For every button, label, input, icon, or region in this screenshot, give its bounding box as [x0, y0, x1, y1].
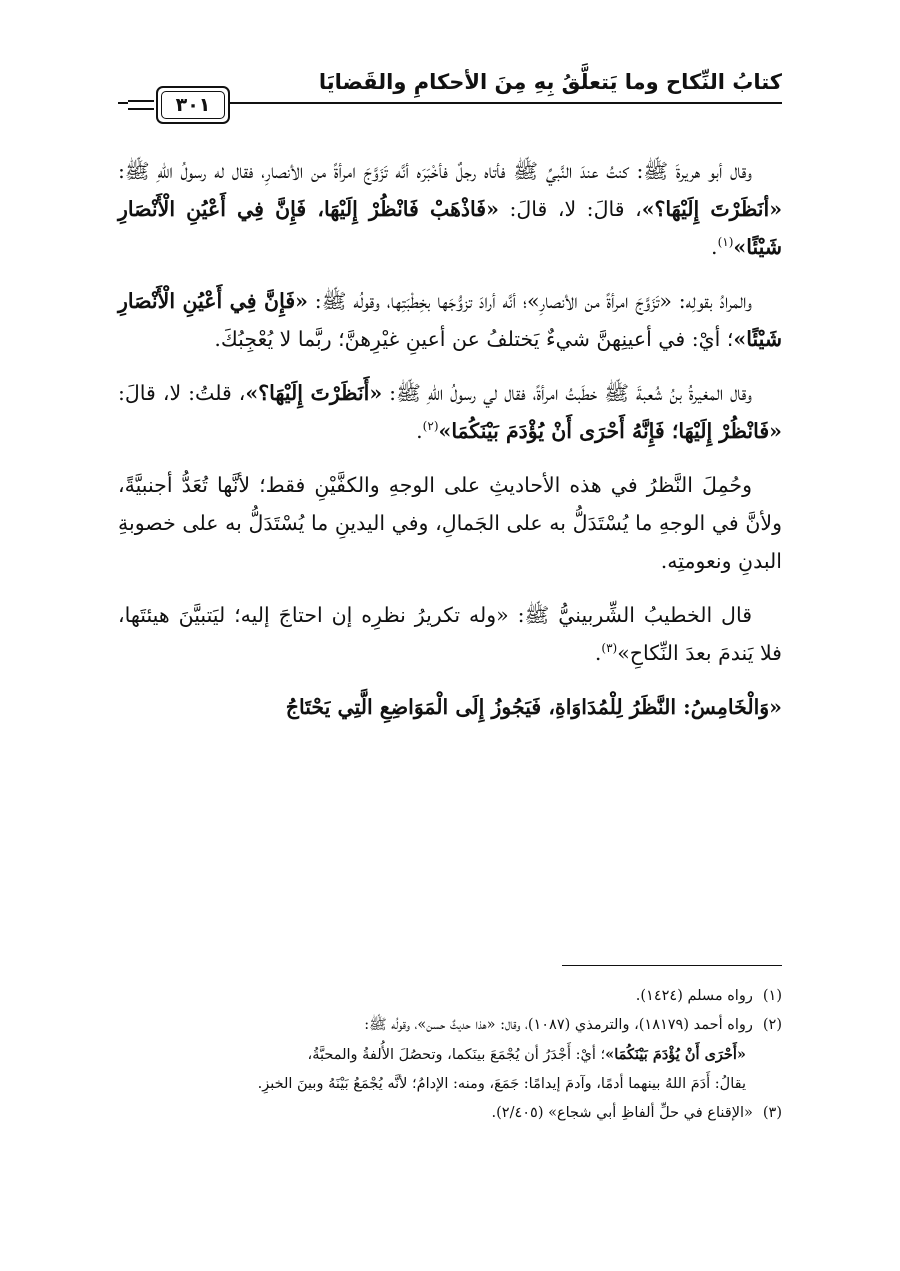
- footnote-1: [118, 982, 782, 1011]
- footnote-number: (٣): [762, 1105, 782, 1121]
- text-run: قال الخطيبُ الشِّربينيُّ ﷺ: «وله تكريرُ نظرِه إن احتاجَ إليه؛ ليَتبيَّنَ هيئتَها، فلا يَندمَ بعدَ النِّكاحِ»: [118, 603, 782, 665]
- page-number-ornament: [128, 86, 228, 124]
- footnote-text: رواه أحمد (١٨١٧٩)، والترمذي (١٠٨٧)، وقال: «هذا حديثٌ حسن»، وقولُه ﷺ:: [364, 1017, 753, 1033]
- footnote-3: [118, 1099, 782, 1128]
- text-run: .: [416, 419, 423, 443]
- hadith-quote: «أنَظَرْتَ إِلَيْهَا؟»: [641, 197, 783, 221]
- matn-quote: «وَالْخَامِسُ: النَّظَرُ لِلْمُدَاوَاةِ، فَيَجُوزُ إِلَى الْمَوَاضِعِ الَّتِي يَحْتَاجُ: [285, 695, 782, 719]
- text-run: وقال المغيرةُ بنُ شُعبةَ ﷺ خطَبتُ امرأةً، فقال لي رسولُ اللهِ ﷺ:: [382, 381, 752, 405]
- hadith-quote: «فَانْظُرْ إِلَيْهَا؛ فَإِنَّهُ أَحْرَى أَنْ يُؤْدَمَ بَيْنَكُمَا»: [438, 419, 782, 443]
- text-run: ، قلتُ: لا، قالَ:: [118, 381, 246, 405]
- footnote-text: ؛ أيْ: أَجْدَرُ أن يُجْمَعَ بينَكما، وتحصُلَ الأُلفةُ والمحبَّةُ،: [307, 1047, 606, 1063]
- paragraph-3: [118, 374, 782, 450]
- running-title: كتابُ النِّكاح وما يَتعلَّقُ بِهِ مِنَ الأحكامِ والقَضايَا: [318, 70, 782, 94]
- footnote-2: [118, 1011, 782, 1040]
- footnote-text: «الإقناع في حلِّ ألفاظِ أبي شجاع» (٢/٤٠٥).: [491, 1105, 753, 1121]
- footnote-2-cont-2: [118, 1070, 782, 1099]
- text-run: وحُمِلَ النَّظرُ في هذه الأحاديثِ على الوجهِ والكفَّيْنِ فقط؛ لأنَّها تُعَدُّ أجنبيَّةً، ولأنَّ في الوجهِ ما يُسْتَدَلُّ به على الجَمالِ، وفي اليدينِ ما يُسْتَدَلُّ به على خصوبةِ البدنِ ونعومتِه.: [118, 473, 782, 573]
- footnote-ref-2: (٢): [422, 419, 439, 434]
- text-run: ؛ أيْ: في أعينِهنَّ شيءٌ يَختلفُ عن أعينِ غيْرِهنَّ؛ ربَّما لا يُعْجِبُكَ.: [214, 327, 734, 351]
- footnote-ref-1: (١): [717, 235, 734, 250]
- page-header: [118, 64, 782, 126]
- hadith-quote: «فَاذْهَبْ فَانْظُرْ إِلَيْهَا، فَإِنَّ فِي أَعْيُنِ الْأَنْصَارِ شَيْئًا»: [118, 197, 782, 259]
- footnote-ref-3: (٣): [601, 641, 618, 656]
- text-run: ، قالَ: لا، قالَ:: [498, 197, 642, 221]
- paragraph-6: [118, 688, 782, 726]
- footnote-text: يقالُ: أَدَمَ اللهُ بينهما أدمًا، وآدمَ إيدامًا: جَمَعَ، ومنه: الإدامُ؛ لأنَّه يُجْمَعُ بَيْنَهُ وبينَ الخبزِ.: [257, 1076, 746, 1092]
- paragraph-2: [118, 282, 782, 358]
- footnotes: [118, 982, 782, 1128]
- footnote-hadith-quote: «أَحْرَى أَنْ يُؤْدَمَ بَيْنَكُمَا»: [605, 1046, 746, 1063]
- page-number-frame: [156, 86, 230, 124]
- text-run: .: [711, 235, 718, 259]
- paragraph-1: [118, 152, 782, 266]
- hadith-quote: «فَإِنَّ فِي أَعْيُنِ الْأَنْصَارِ شَيْئًا»: [118, 289, 782, 351]
- footnote-text: رواه مسلم (١٤٢٤).: [635, 988, 753, 1004]
- main-text: [118, 152, 782, 742]
- text-run: .: [594, 641, 602, 665]
- hadith-quote: «أَنَظَرْتَ إِلَيْهَا؟»: [245, 381, 383, 405]
- footnote-number: (١): [762, 988, 782, 1004]
- page-number-left-lines: [128, 100, 154, 110]
- footnote-divider: [562, 965, 782, 966]
- footnote-number: (٢): [762, 1017, 782, 1033]
- text-run: والمرادُ بقولِه: «تَزَوَّجَ امرأةً من الأنصارِ»؛ أنَّه أرادَ تزوُّجَها بخِطْبَتِها، وقولُه ﷺ:: [307, 289, 752, 313]
- paragraph-5: [118, 596, 782, 672]
- footnote-2-cont-1: [118, 1040, 782, 1070]
- text-run: وقال أبو هريرةَ ﷺ: كنتُ عندَ النَّبيِّ ﷺ فأتاه رجلٌ فأخْبَرَه أنَّه تَزَوَّجَ امرأةً من الأنصارِ، فقال له رسولُ اللهِ ﷺ:: [118, 159, 752, 183]
- paragraph-4: [118, 466, 782, 580]
- page-number: ٣٠١: [161, 91, 225, 119]
